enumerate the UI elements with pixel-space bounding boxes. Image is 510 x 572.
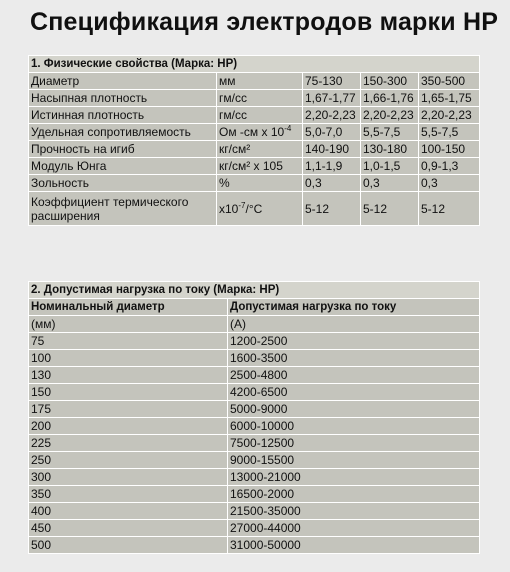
property-value: 5,0-7,0 [303, 124, 361, 141]
property-value: 100-150 [419, 141, 480, 158]
section-heading-row [29, 56, 480, 73]
property-value: 0,3 [303, 175, 361, 192]
property-value: 1,65-1,75 [419, 90, 480, 107]
load-cell: 13000-21000 [228, 469, 480, 486]
diameter-cell: 300 [29, 469, 228, 486]
property-unit: кг/см² [217, 141, 303, 158]
property-value: 5-12 [303, 192, 361, 226]
property-unit: мм [217, 73, 303, 90]
section-heading: 2. Допустимая нагрузка по току (Марка: HP) [29, 282, 480, 299]
table-row [29, 350, 480, 367]
load-cell: 31000-50000 [228, 537, 480, 554]
unit-exponent: -7 [238, 200, 246, 210]
load-cell: 6000-10000 [228, 418, 480, 435]
unit-tail: /°C [245, 201, 263, 216]
table-row [29, 141, 480, 158]
property-value: 5-12 [419, 192, 480, 226]
property-name: Зольность [29, 175, 217, 192]
load-cell: 9000-15500 [228, 452, 480, 469]
property-value: 0,9-1,3 [419, 158, 480, 175]
unit-exponent: -4 [284, 124, 292, 133]
column-header-diameter: Номинальный диаметр [29, 299, 228, 316]
table-row [29, 452, 480, 469]
property-unit: кг/см² x 105 [217, 158, 303, 175]
property-value: 140-190 [303, 141, 361, 158]
table-row [29, 486, 480, 503]
table-row [29, 73, 480, 90]
diameter-cell: 400 [29, 503, 228, 520]
table-row [29, 158, 480, 175]
property-name: Насыпная плотность [29, 90, 217, 107]
property-value: 5-12 [361, 192, 419, 226]
load-cell: 7500-12500 [228, 435, 480, 452]
property-value: 2,20-2,23 [361, 107, 419, 124]
property-value: 1,0-1,5 [361, 158, 419, 175]
table-row [29, 192, 480, 226]
table-row [29, 367, 480, 384]
property-unit [217, 124, 303, 141]
table-row [29, 401, 480, 418]
load-cell: 16500-2000 [228, 486, 480, 503]
unit-base: Ом -см x 10 [219, 125, 285, 139]
table-row [29, 124, 480, 141]
diameter-cell: 250 [29, 452, 228, 469]
column-header-row [29, 299, 480, 316]
property-value: 130-180 [361, 141, 419, 158]
property-name: Коэффициент термического расширения [29, 192, 217, 226]
current-load-table [28, 281, 480, 554]
property-value: 2,20-2,23 [419, 107, 480, 124]
unit-diameter: (мм) [29, 316, 228, 333]
diameter-cell: 500 [29, 537, 228, 554]
load-cell: 5000-9000 [228, 401, 480, 418]
column-header-load: Допустимая нагрузка по току [228, 299, 480, 316]
section-heading: 1. Физические свойства (Марка: HP) [29, 56, 480, 73]
property-name: Прочность на игиб [29, 141, 217, 158]
load-cell: 4200-6500 [228, 384, 480, 401]
table-row [29, 384, 480, 401]
property-value: 2,20-2,23 [303, 107, 361, 124]
property-value: 5,5-7,5 [419, 124, 480, 141]
property-unit [217, 192, 303, 226]
diameter-cell: 200 [29, 418, 228, 435]
property-value: 350-500 [419, 73, 480, 90]
diameter-cell: 150 [29, 384, 228, 401]
property-value: 1,67-1,77 [303, 90, 361, 107]
page-title: Спецификация электродов марки HP [30, 8, 499, 36]
property-name: Истинная плотность [29, 107, 217, 124]
table-row [29, 107, 480, 124]
load-cell: 2500-4800 [228, 367, 480, 384]
table-row [29, 469, 480, 486]
load-cell: 1600-3500 [228, 350, 480, 367]
property-value: 0,3 [419, 175, 480, 192]
diameter-cell: 225 [29, 435, 228, 452]
table-row [29, 537, 480, 554]
diameter-cell: 75 [29, 333, 228, 350]
diameter-cell: 130 [29, 367, 228, 384]
physical-properties-table [28, 55, 480, 226]
diameter-cell: 450 [29, 520, 228, 537]
table-row [29, 333, 480, 350]
property-value: 150-300 [361, 73, 419, 90]
property-value: 1,66-1,76 [361, 90, 419, 107]
unit-base: x10 [219, 201, 239, 216]
table-row [29, 90, 480, 107]
diameter-cell: 100 [29, 350, 228, 367]
property-value: 1,1-1,9 [303, 158, 361, 175]
property-value: 5,5-7,5 [361, 124, 419, 141]
table-row [29, 435, 480, 452]
table-row [29, 503, 480, 520]
property-unit: гм/сс [217, 107, 303, 124]
load-cell: 27000-44000 [228, 520, 480, 537]
property-unit: гм/сс [217, 90, 303, 107]
table-row [29, 175, 480, 192]
table-row [29, 418, 480, 435]
units-row [29, 316, 480, 333]
property-unit: % [217, 175, 303, 192]
property-value: 75-130 [303, 73, 361, 90]
load-cell: 21500-35000 [228, 503, 480, 520]
section-heading-row [29, 282, 480, 299]
diameter-cell: 350 [29, 486, 228, 503]
unit-load: (A) [228, 316, 480, 333]
property-name: Модуль Юнга [29, 158, 217, 175]
property-name: Диаметр [29, 73, 217, 90]
property-value: 0,3 [361, 175, 419, 192]
load-cell: 1200-2500 [228, 333, 480, 350]
table-row [29, 520, 480, 537]
property-name: Удельная сопротивляемость [29, 124, 217, 141]
diameter-cell: 175 [29, 401, 228, 418]
